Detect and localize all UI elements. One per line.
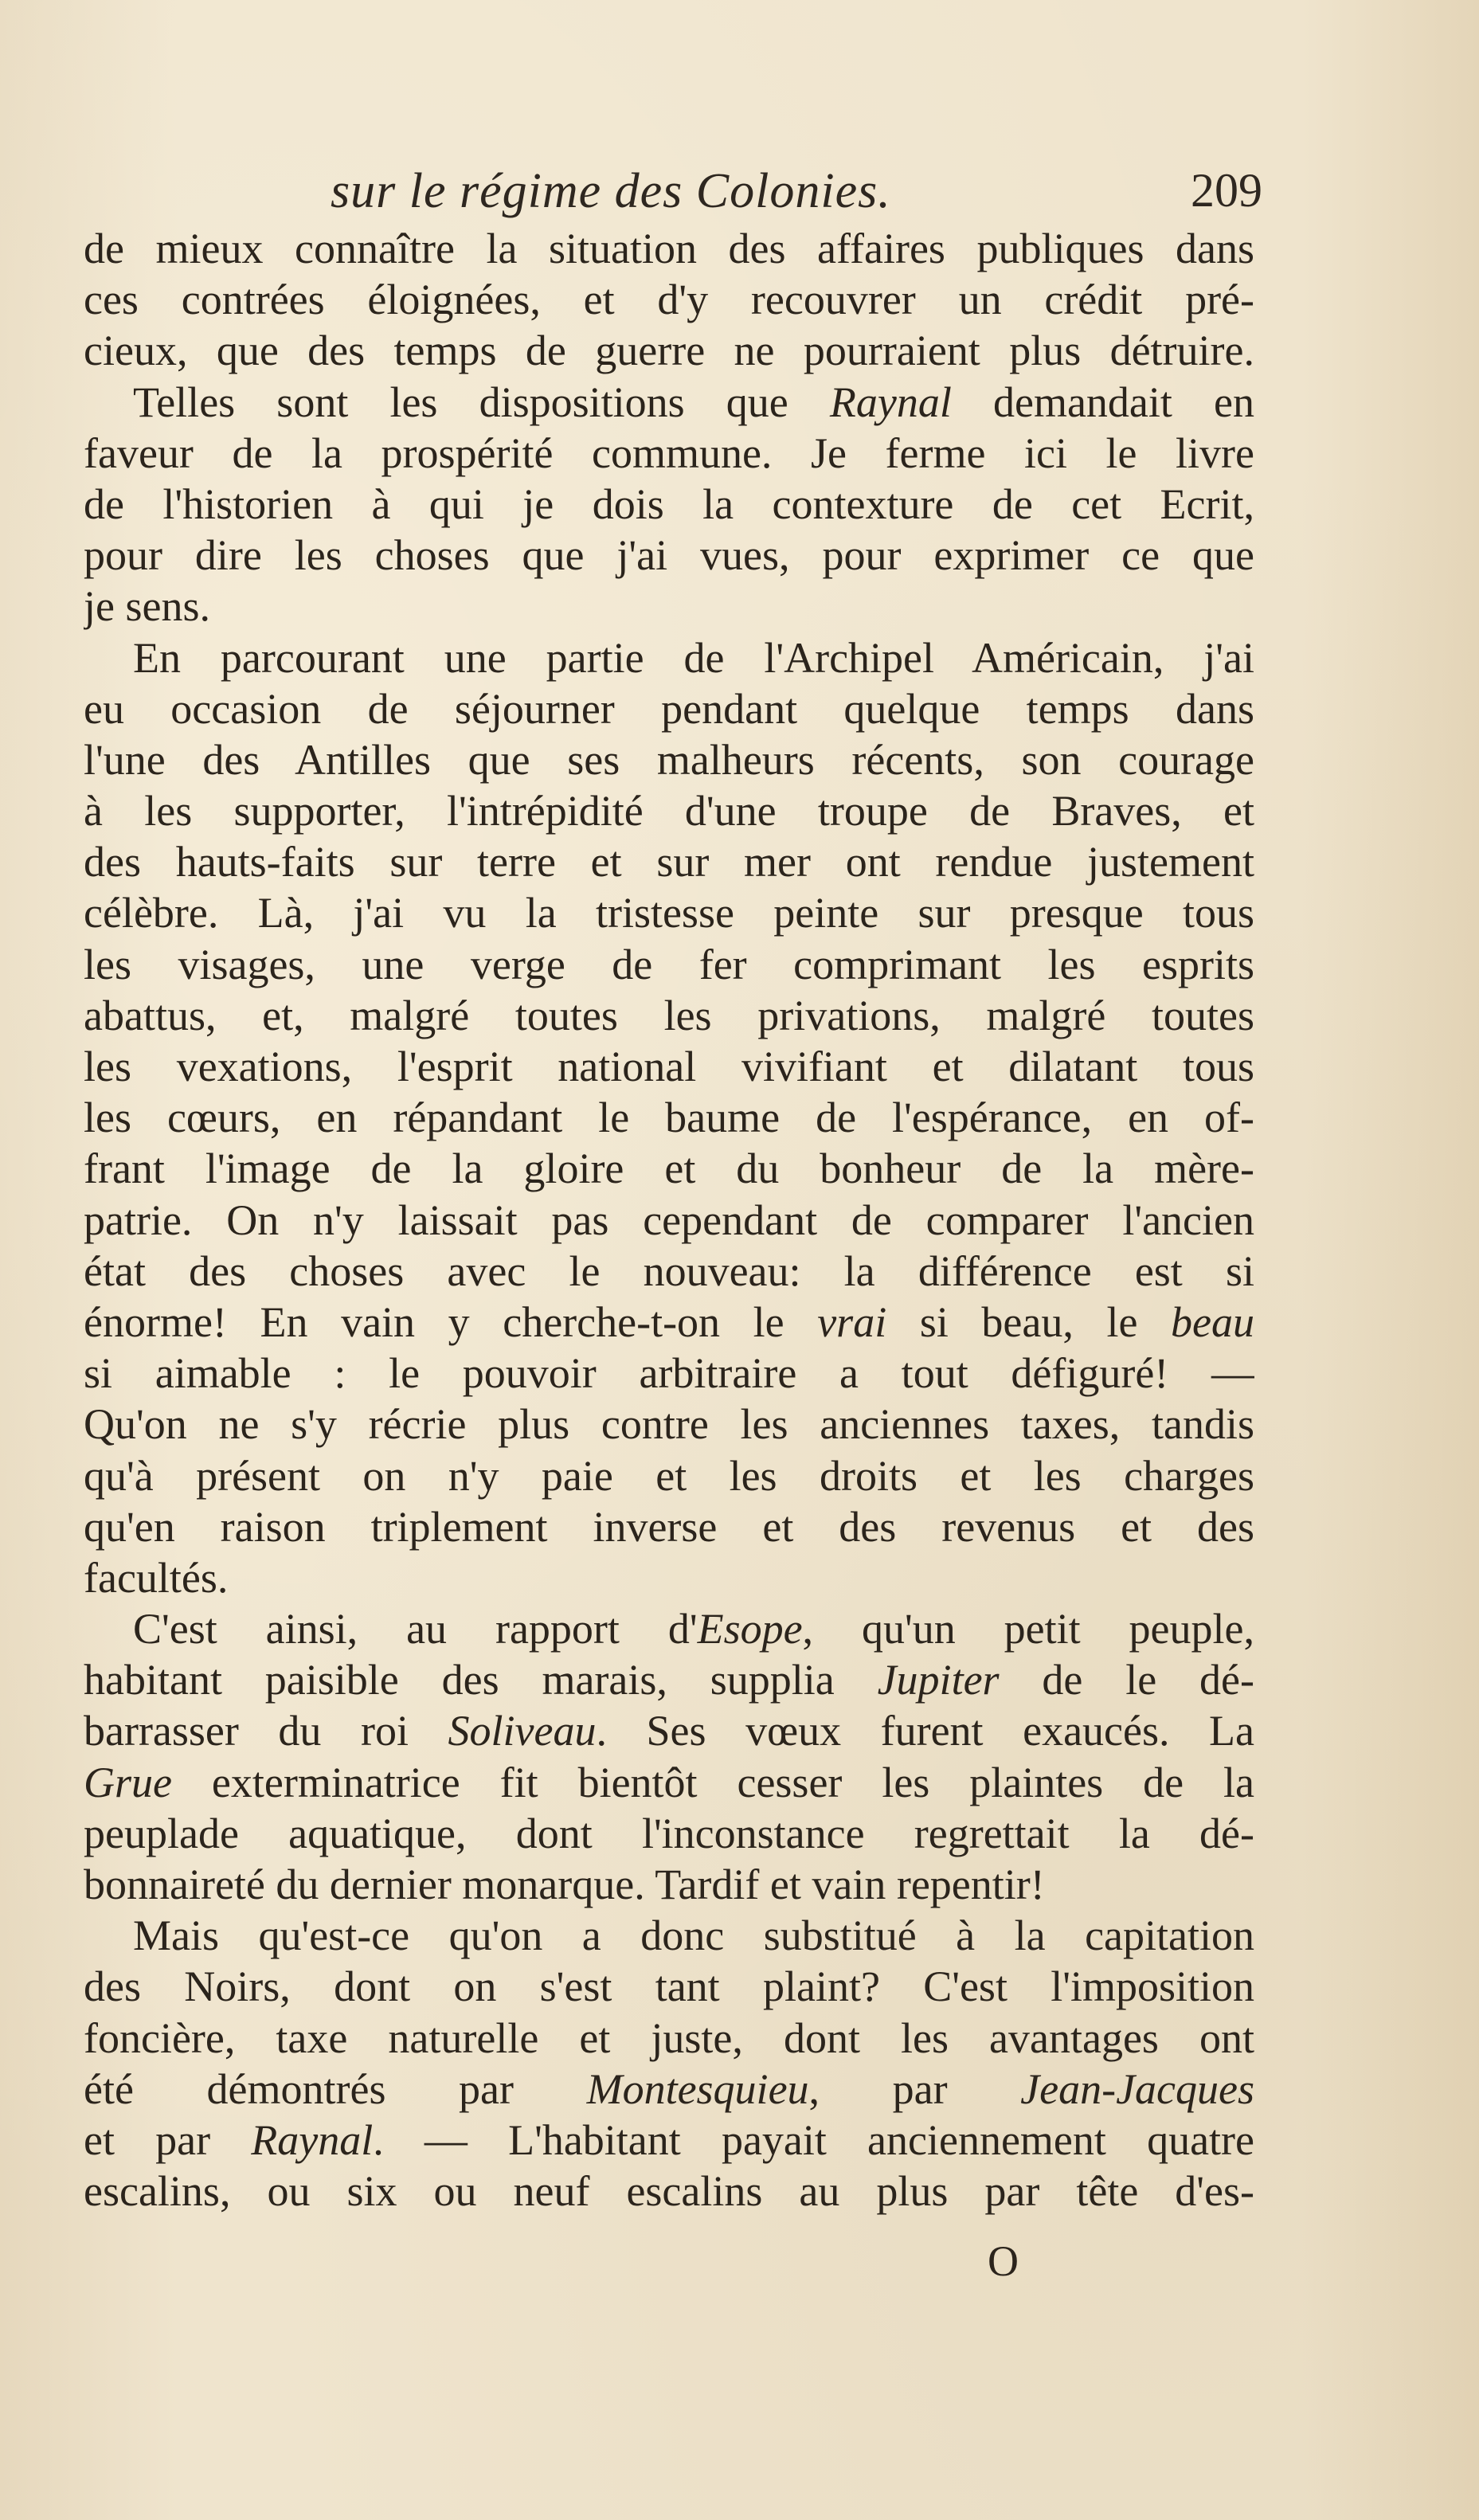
text-line: l'une des Antilles que ses malheurs récents, son courage (84, 735, 1254, 784)
text-line: qu'en raison triplement inverse et des revenus et des (84, 1502, 1254, 1551)
text-line: de mieux connaître la situation des affaires publiques dans (84, 225, 1254, 272)
text-line: des Noirs, dont on s'est tant plaint? C'est l'imposition (84, 1962, 1254, 2011)
text-line: qu'à présent on n'y paie et les droits et les charges (84, 1451, 1254, 1500)
text-line: je sens. (84, 582, 210, 631)
text-line: et par Raynal. — L'habitant payait anciennement quatre (84, 2115, 1254, 2164)
text-line: des hauts-faits sur terre et sur mer ont rendue justement (84, 838, 1254, 886)
text-line: abattus, et, malgré toutes les privations, malgré toutes (84, 991, 1254, 1039)
text-line: habitant paisible des marais, supplia Jupiter de le dé- (84, 1656, 1254, 1704)
running-head (84, 163, 1262, 227)
signature-mark: O (988, 2237, 1019, 2285)
text-line: les vexations, l'esprit national vivifiant et dilatant tous (84, 1043, 1254, 1090)
text-line: foncière, taxe naturelle et juste, dont les avantages ont (84, 2013, 1254, 2062)
page-number: 209 (1191, 164, 1262, 217)
text-line: En parcourant une partie de l'Archipel Américain, j'ai (133, 633, 1254, 682)
text-line: les cœurs, en répandant le baume de l'espérance, en of- (84, 1094, 1254, 1142)
text-line: facultés. (84, 1553, 229, 1602)
text-line: barrasser du roi Soliveau. Ses vœux furent exaucés. La (84, 1707, 1254, 1755)
text-line: bonnaireté du dernier monarque. Tardif et vain repentir! (84, 1861, 1045, 1908)
text-line: pour dire les choses que j'ai vues, pour exprimer ce que (84, 531, 1254, 580)
text-line: état des choses avec le nouveau: la différence est si (84, 1246, 1254, 1295)
running-head-title: sur le régime des Colonies. (331, 164, 891, 218)
text-line: peuplade aquatique, dont l'inconstance regrettait la dé- (84, 1809, 1254, 1857)
text-line: cieux, que des temps de guerre ne pourraient plus détruire. (84, 327, 1254, 375)
text-line: ces contrées éloignées, et d'y recouvrer un crédit pré- (84, 276, 1254, 324)
text-line: C'est ainsi, au rapport d'Esope, qu'un petit peuple, (133, 1605, 1254, 1653)
text-line: Mais qu'est-ce qu'on a donc substitué à la capitation (133, 1912, 1254, 1960)
text-line: patrie. On n'y laissait pas cependant de comparer l'ancien (84, 1195, 1254, 1244)
text-line: de l'historien à qui je dois la contexture de cet Ecrit, (84, 479, 1254, 528)
text-line: à les supporter, l'intrépidité d'une troupe de Braves, et (84, 787, 1254, 835)
text-line: faveur de la prospérité commune. Je ferme ici le livre (84, 428, 1254, 477)
text-line: été démontrés par Montesquieu, par Jean-Jacques (84, 2064, 1254, 2113)
text-line: Qu'on ne s'y récrie plus contre les anciennes taxes, tandis (84, 1400, 1254, 1449)
text-line: eu occasion de séjourner pendant quelque temps dans (84, 684, 1254, 733)
text-line: frant l'image de la gloire et du bonheur de la mère- (84, 1145, 1254, 1193)
text-line: escalins, ou six ou neuf escalins au plus par tête d'es- (84, 2167, 1254, 2216)
text-line: énorme! En vain y cherche-t-on le vrai si beau, le beau (84, 1297, 1254, 1346)
body-text (84, 223, 1254, 2217)
text-line: Telles sont les dispositions que Raynal demandait en (133, 378, 1254, 426)
text-line: Grue exterminatrice fit bientôt cesser les plaintes de la (84, 1758, 1254, 1806)
text-line: les visages, une verge de fer comprimant les esprits (84, 940, 1254, 988)
text-line: célèbre. Là, j'ai vu la tristesse peinte sur presque tous (84, 889, 1254, 937)
text-line: si aimable : le pouvoir arbitraire a tout défiguré! — (84, 1349, 1254, 1398)
